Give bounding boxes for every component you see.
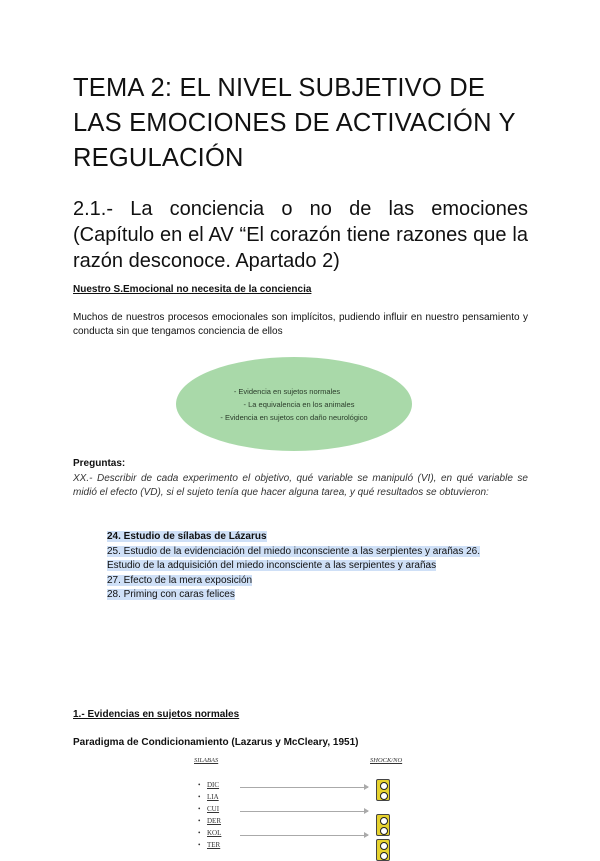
syllable: KOL [207, 829, 222, 837]
study-item: 25. Estudio de la evidenciación del miedo inconsciente a las serpientes y arañas 26. [107, 545, 481, 557]
study-item: 24. Estudio de sílabas de Lázarus [107, 531, 267, 542]
syllable-row: • DER [198, 817, 235, 825]
arrow-icon [240, 811, 368, 812]
ellipse-item: - Evidencia en sujetos con daño neurológico [220, 412, 368, 422]
evidence-ellipse [176, 357, 412, 451]
section-heading-normal-subjects: 1.- Evidencias en sujetos normales [73, 709, 240, 720]
questions-text: XX.- Describir de cada experimento el objetivo, qué variable se manipuló (VI), en qué variable se midió el efecto (VD), si el sujeto tenía que hacer alguna tarea, y qué resultados se obtuvieron: [73, 473, 528, 498]
syllable-row: • TER [198, 841, 235, 849]
plug-icon [376, 814, 390, 836]
syllables-header: SILABAS [194, 757, 219, 764]
questions-label: Preguntas: [73, 458, 126, 469]
document-title: TEMA 2: EL NIVEL SUBJETIVO DE LAS EMOCIONES DE ACTIVACIÓN Y REGULACIÓN [73, 74, 516, 172]
syllable: LIA [207, 793, 219, 801]
arrow-icon [240, 787, 368, 788]
section-heading-emotional-system: Nuestro S.Emocional no necesita de la conciencia [73, 284, 312, 295]
study-item: 28. Priming con caras felices [107, 589, 235, 600]
syllable: DIC [207, 781, 220, 789]
plug-icon [376, 839, 390, 861]
intro-paragraph: Muchos de nuestros procesos emocionales son implícitos, pudiendo influir en nuestro pensamiento y conducta sin que tengamos conciencia de ellos [73, 312, 528, 337]
syllable-row: • KOL [198, 829, 235, 837]
syllable-row: • LIA [198, 793, 235, 801]
ellipse-item: - Evidencia en sujetos normales [233, 386, 341, 396]
section-subtitle: 2.1.- La conciencia o no de las emociones (Capítulo en el AV “El corazón tiene razones que la razón desconoce. Apartado 2) [73, 198, 528, 272]
shock-header: SHOCK/NO [370, 757, 403, 764]
syllable-row: • CUI [198, 805, 235, 813]
conditioning-diagram [190, 757, 420, 848]
study-item: 27. Efecto de la mera exposición [107, 574, 253, 586]
plug-icon [376, 779, 390, 801]
syllable: DER [207, 817, 221, 825]
syllable: TER [207, 841, 221, 849]
study-list [107, 530, 531, 603]
study-item: Estudio de la adquisición del miedo inconsciente a las serpientes y arañas [107, 560, 437, 571]
syllable: CUI [207, 805, 220, 813]
paradigm-title: Paradigma de Condicionamiento (Lazarus y McCleary, 1951) [73, 737, 359, 748]
arrow-icon [240, 835, 368, 836]
ellipse-item: - La equivalencia en los animales [243, 399, 355, 409]
syllable-row: • DIC [198, 781, 235, 789]
